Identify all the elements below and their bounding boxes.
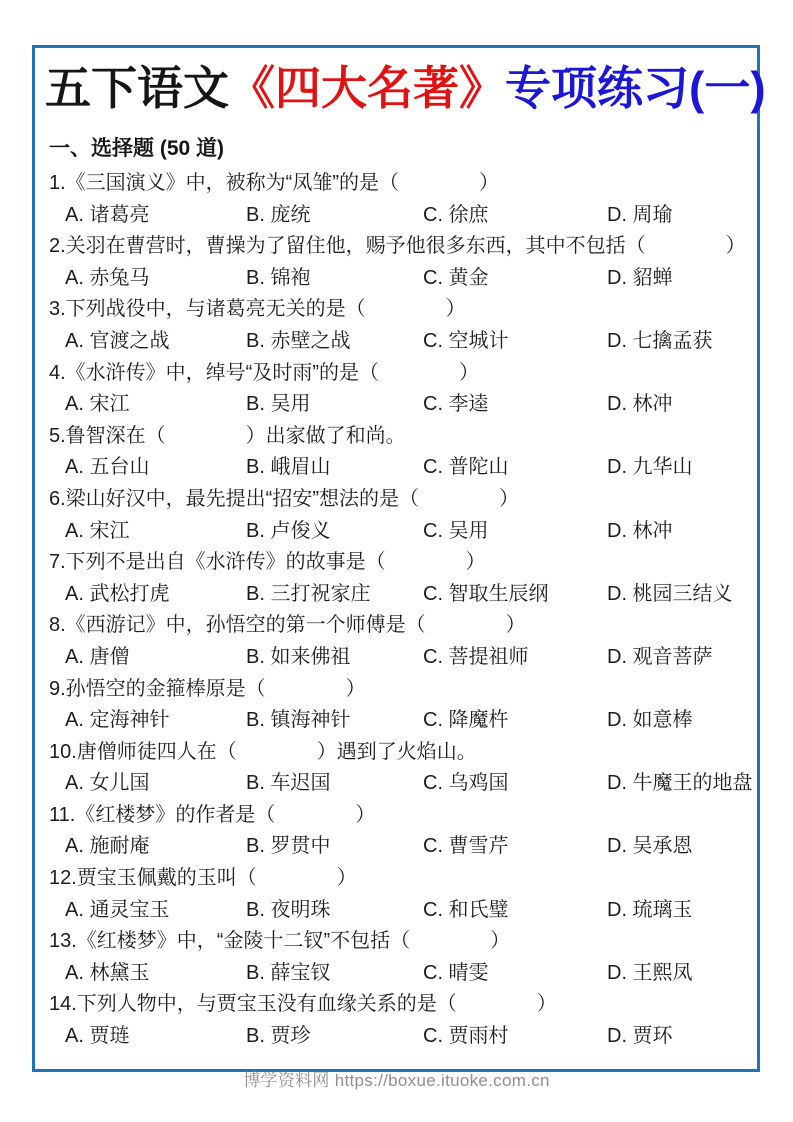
title-book-name: 《四大名著》 [229,62,505,114]
question-text: 10.唐僧师徒四人在（ ）遇到了火焰山。 [49,740,477,763]
question-item [49,989,745,1052]
question-text: 1.《三国演义》中，被称为“凤雏”的是（ ） [49,172,499,194]
option-b: B. 镇海神针 [246,709,351,732]
option-row [49,768,753,800]
option-b: B. 庞统 [246,203,311,226]
option-c: C. 贾雨村 [423,1025,509,1048]
option-c: C. 吴用 [423,519,489,542]
question-item [49,547,745,610]
question-item [49,421,745,484]
option-c: C. 黄金 [423,266,489,289]
option-a: A. 诸葛亮 [65,203,150,226]
question-text: 4.《水浒传》中，绰号“及时雨”的是（ ） [49,361,479,384]
footer-watermark: 博学资料网 https://boxue.ituoke.com.cn [243,1071,550,1090]
option-d: D. 林冲 [607,393,673,416]
option-a: A. 施耐庵 [65,835,150,858]
title-practice-label: 专项练习(一) [505,62,766,114]
question-item [49,737,753,800]
option-row [49,263,745,295]
question-item [49,231,745,294]
question-text: 12.贾宝玉佩戴的玉叫（ ） [49,867,357,890]
question-item [49,610,745,673]
option-row [49,958,745,990]
option-d: D. 牛魔王的地盘 [607,772,753,795]
option-c: C. 空城计 [423,329,509,352]
option-row [49,1021,745,1053]
question-item [49,926,745,989]
option-b: B. 卢俊义 [246,519,331,542]
option-b: B. 锦袍 [246,266,311,289]
question-text: 5.鲁智深在（ ）出家做了和尚。 [49,424,406,447]
option-row [49,705,745,737]
option-d: D. 貂蝉 [607,266,673,289]
question-item [49,674,745,737]
option-c: C. 晴雯 [423,961,489,984]
option-a: A. 五台山 [65,456,150,479]
option-a: A. 唐僧 [65,645,130,668]
option-d: D. 林冲 [607,519,673,542]
option-a: A. 定海神针 [65,709,170,732]
option-d: D. 七擒孟获 [607,329,713,352]
question-text: 14.下列人物中，与贾宝玉没有血缘关系的是（ ） [49,993,557,1016]
option-a: A. 女儿国 [65,772,150,795]
option-row [49,831,745,863]
question-item [49,484,745,547]
option-a: A. 赤兔马 [65,266,150,289]
title-grade-subject: 五下语文 [45,62,229,114]
option-b: B. 吴用 [246,393,311,416]
question-item [49,168,745,231]
option-b: B. 三打祝家庄 [246,582,371,605]
page-border-box [32,45,766,1072]
option-c: C. 智取生辰纲 [423,582,549,605]
option-a: A. 通灵宝玉 [65,898,170,921]
question-text: 8.《西游记》中，孙悟空的第一个师傅是（ ） [49,614,526,637]
option-b: B. 罗贯中 [246,835,331,858]
option-d: D. 观音菩萨 [607,645,713,668]
option-c: C. 曹雪芹 [423,835,509,858]
option-a: A. 宋江 [65,393,130,416]
option-b: B. 如来佛祖 [246,645,351,668]
option-c: C. 降魔杵 [423,709,509,732]
option-row [49,200,745,232]
option-a: A. 林黛玉 [65,961,150,984]
question-item [49,358,745,421]
option-d: D. 桃园三结义 [607,582,733,605]
question-text: 3.下列战役中，与诸葛亮无关的是（ ） [49,298,466,321]
option-d: D. 吴承恩 [607,835,693,858]
option-d: D. 周瑜 [607,203,673,226]
option-d: D. 九华山 [607,456,693,479]
option-b: B. 车迟国 [246,772,331,795]
question-text: 9.孙悟空的金箍棒原是（ ） [49,677,366,700]
option-row [49,642,745,674]
option-c: C. 李逵 [423,393,489,416]
option-d: D. 王熙凤 [607,961,693,984]
option-d: D. 贾环 [607,1025,673,1048]
section-heading: 一、选择题 (50 道) [49,137,225,160]
question-text: 13.《红楼梦》中，“金陵十二钗”不包括（ ） [49,930,511,953]
question-text: 7.下列不是出自《水浒传》的故事是（ ） [49,551,486,574]
option-c: C. 菩提祖师 [423,645,529,668]
option-c: C. 乌鸡国 [423,772,509,795]
question-item [49,863,745,926]
question-item [49,294,745,357]
option-c: C. 徐庶 [423,203,489,226]
question-text: 11.《红楼梦》的作者是（ ） [49,803,376,826]
option-d: D. 如意棒 [607,709,693,732]
question-list [49,168,753,1053]
option-b: B. 赤壁之战 [246,329,351,352]
option-a: A. 武松打虎 [65,582,170,605]
option-row [49,579,745,611]
option-b: B. 峨眉山 [246,456,331,479]
option-d: D. 琉璃玉 [607,898,693,921]
option-a: A. 宋江 [65,519,130,542]
option-row [49,895,745,927]
worksheet-title [45,56,766,120]
option-b: B. 夜明珠 [246,898,331,921]
option-a: A. 贾琏 [65,1025,130,1048]
option-c: C. 和氏璧 [423,898,509,921]
option-b: B. 薛宝钗 [246,961,331,984]
option-row [49,516,745,548]
question-item [49,800,745,863]
option-row [49,389,745,421]
option-b: B. 贾珍 [246,1025,311,1048]
option-row [49,326,745,358]
option-a: A. 官渡之战 [65,329,170,352]
option-c: C. 普陀山 [423,456,509,479]
question-text: 2.关羽在曹营时，曹操为了留住他，赐予他很多东西，其中不包括（ ） [49,235,746,258]
question-text: 6.梁山好汉中，最先提出“招安”想法的是（ ） [49,487,519,510]
option-row [49,452,745,484]
